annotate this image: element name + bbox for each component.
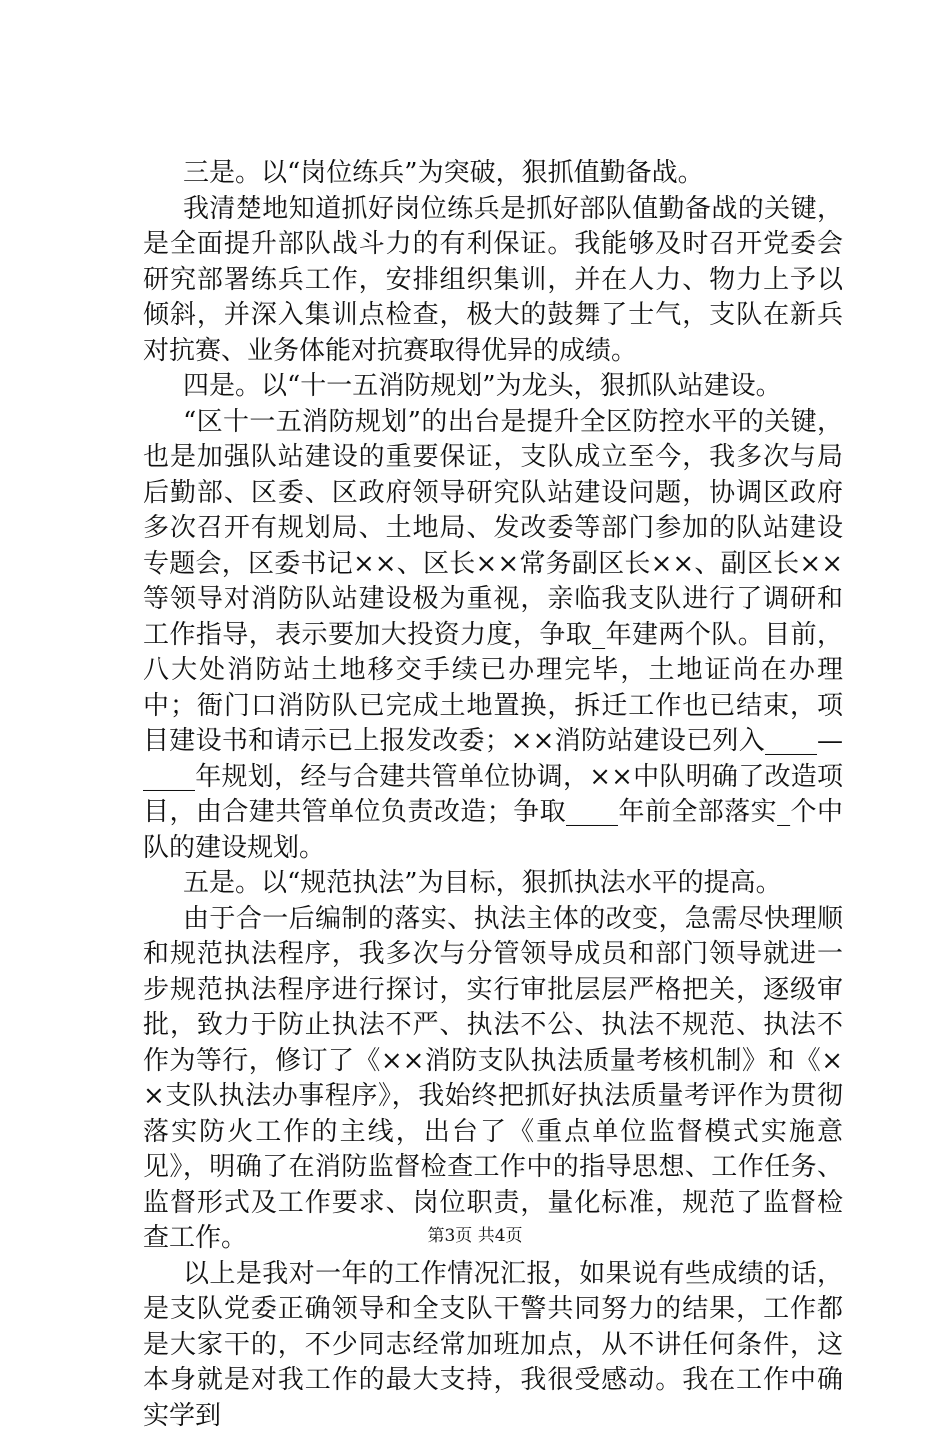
paragraph-training: 我清楚地知道抓好岗位练兵是抓好部队值勤备战的关键，是全面提升部队战斗力的有利保证。我能够及时召开党委会研究部署练兵工作，安排组织集训，并在人力、物力上予以倾斜，并深入集训点检查，极大的鼓舞了士气，支队在新兵对抗赛、业务体能对抗赛取得优异的成绩。 [143, 192, 843, 370]
paragraph-station-construction: “区十一五消防规划”的出台是提升全区防控水平的关键，也是加强队站建设的重要保证，支队成立至今，我多次与局后勤部、区委、区政府领导研究队站建设问题，协调区政府多次召开有规划局、土地局、发改委等部门参加的队站建设专题会，区委书记××、区长××常务副区长××、副区长××等领导对消防队站建设极为重视，亲临我支队进行了调研和工作指导，表示要加大投资力度，争取_年建两个队。目前，八大处消防站土地移交手续已办理完毕，土地证尚在办理中；衙门口消防队已完成土地置换，拆迁工作也已结束，项目建设书和请示已上报发改委；××消防站建设已列入____—____年规划，经与合建共管单位协调，××中队明确了改造项目，由合建共管单位负责改造；争取____年前全部落实_个中队的建设规划。 [143, 405, 843, 867]
paragraph-section-five-heading: 五是。以“规范执法”为目标，狠抓执法水平的提高。 [143, 866, 843, 902]
paragraph-section-three-heading: 三是。以“岗位练兵”为突破，狠抓值勤备战。 [143, 156, 843, 192]
paragraph-section-four-heading: 四是。以“十一五消防规划”为龙头，狠抓队站建设。 [143, 369, 843, 405]
paragraph-summary: 以上是我对一年的工作情况汇报，如果说有些成绩的话，是支队党委正确领导和全支队干警共同努力的结果，工作都是大家干的，不少同志经常加班加点，从不讲任何条件，这本身就是对我工作的最大支持，我很受感动。我在工作中确实学到 [143, 1257, 843, 1434]
paragraph-law-enforcement: 由于合一后编制的落实、执法主体的改变，急需尽快理顺和规范执法程序，我多次与分管领导成员和部门领导就进一步规范执法程序进行探讨，实行审批层层严格把关，逐级审批，致力于防止执法不严、执法不公、执法不规范、执法不作为等行，修订了《××消防支队执法质量考核机制》和《××支队执法办事程序》，我始终把抓好执法质量考评作为贯彻落实防火工作的主线，出台了《重点单位监督模式实施意见》，明确了在消防监督检查工作中的指导思想、工作任务、监督形式及工作要求、岗位职责，量化标准，规范了监督检查工作。 [143, 902, 843, 1257]
page-footer: 第3页 共4页 [0, 1226, 950, 1246]
